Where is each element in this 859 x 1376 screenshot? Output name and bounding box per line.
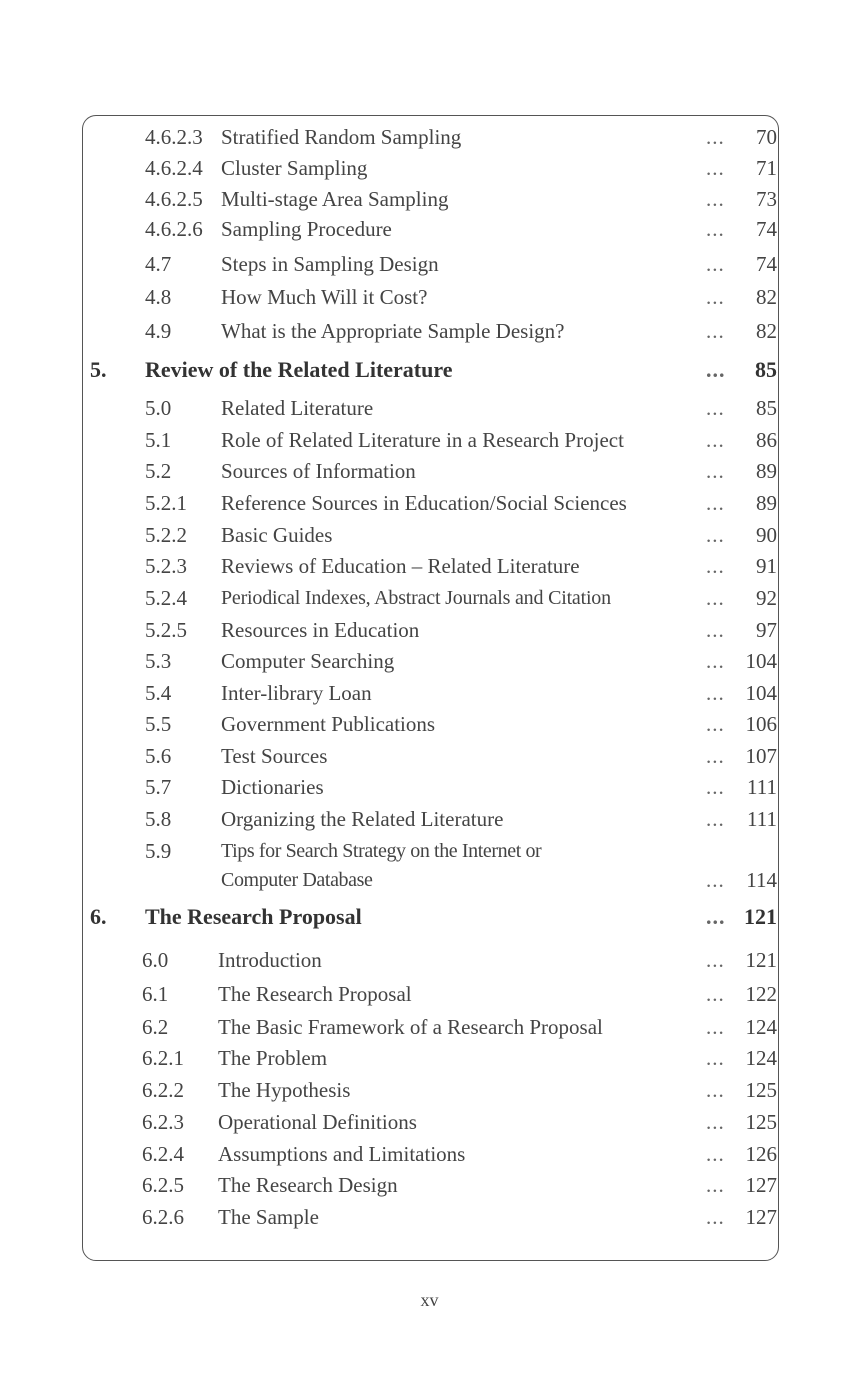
leader-dots: ... [706,396,725,420]
entry-title: Basic Guides [221,523,333,547]
entry-number: 5.8 [145,807,172,831]
entry-title: The Basic Framework of a Research Proposal [218,1015,603,1039]
entry-number: 5.4 [145,681,172,705]
chapter-number: 6. [90,904,107,929]
leader-dots: ... [706,156,725,180]
entry-page: 97 [756,618,777,642]
entry-page: 124 [745,1015,777,1039]
entry-page: 89 [756,491,777,515]
entry-number: 4.7 [145,252,172,276]
leader-dots: ... [706,217,725,241]
entry-title: Periodical Indexes, Abstract Journals and Citation [221,587,611,609]
entry-page: 82 [756,319,777,343]
entry-title: Multi-stage Area Sampling [221,187,449,211]
entry-number: 5.2.3 [145,554,187,578]
entry-page: 104 [745,681,777,705]
entry-page: 107 [745,744,777,768]
entry-number: 4.6.2.6 [145,217,203,241]
entry-page: 125 [745,1110,777,1134]
entry-title: The Problem [218,1046,328,1070]
entry-page: 124 [745,1046,777,1070]
entry-title: Assumptions and Limitations [218,1142,466,1166]
entry-number: 4.8 [145,285,172,309]
entry-title: Sampling Procedure [221,217,392,241]
entry-page: 91 [756,554,777,578]
entry-page: 126 [745,1142,777,1166]
toc-frame [82,115,779,1261]
leader-dots: ... [706,554,725,578]
leader-dots: ... [706,948,725,972]
entry-title: Tips for Search Strategy on the Internet or [221,840,542,862]
leader-dots: ... [706,125,725,149]
leader-dots: ... [706,187,725,211]
leader-dots: ... [706,319,725,343]
entry-page: 122 [745,982,777,1006]
leader-dots: ... [706,807,725,831]
chapter-title: Review of the Related Literature [145,357,453,382]
entry-page: 74 [756,217,777,241]
leader-dots: ... [706,1142,725,1166]
entry-page: 127 [745,1205,777,1229]
entry-number: 5.5 [145,712,172,736]
leader-dots: ... [706,649,725,673]
entry-title: Organizing the Related Literature [221,807,504,831]
entry-title: Computer Searching [221,649,395,673]
leader-dots: ... [706,904,726,929]
entry-title: Related Literature [221,396,374,420]
entry-page: 106 [745,712,777,736]
leader-dots: ... [706,1015,725,1039]
entry-number: 5.9 [145,839,172,863]
chapter-number: 5. [90,357,107,382]
entry-title: Steps in Sampling Design [221,252,439,276]
leader-dots: ... [706,744,725,768]
chapter-page: 85 [755,357,777,382]
entry-page: 86 [756,428,777,452]
leader-dots: ... [706,523,725,547]
entry-number: 5.1 [145,428,172,452]
chapter-title: The Research Proposal [145,904,362,929]
leader-dots: ... [706,1078,725,1102]
entry-number: 5.2 [145,459,172,483]
entry-title: Inter-library Loan [221,681,372,705]
entry-number: 6.2.3 [142,1110,184,1134]
entry-number: 6.0 [142,948,169,972]
entry-number: 6.2.2 [142,1078,184,1102]
entry-title: What is the Appropriate Sample Design? [221,319,565,343]
leader-dots: ... [706,428,725,452]
entry-number: 5.2.4 [145,586,187,610]
entry-number: 4.9 [145,319,172,343]
entry-number: 6.2.4 [142,1142,184,1166]
entry-title: The Research Proposal [218,982,412,1006]
leader-dots: ... [706,1173,725,1197]
entry-page: 114 [746,868,777,892]
entry-page: 92 [756,586,777,610]
entry-title: Dictionaries [221,775,324,799]
entry-title: Stratified Random Sampling [221,125,462,149]
entry-page: 85 [756,396,777,420]
entry-title: Operational Definitions [218,1110,417,1134]
leader-dots: ... [706,586,725,610]
leader-dots: ... [706,459,725,483]
entry-title: Resources in Education [221,618,420,642]
entry-title: Reference Sources in Education/Social Sciences [221,491,627,515]
entry-number: 6.2.5 [142,1173,184,1197]
entry-page: 90 [756,523,777,547]
leader-dots: ... [706,1110,725,1134]
entry-number: 5.7 [145,775,172,799]
entry-number: 5.2.5 [145,618,187,642]
entry-page: 71 [756,156,777,180]
entry-title: Role of Related Literature in a Research Project [221,428,624,452]
entry-number: 4.6.2.4 [145,156,203,180]
entry-page: 104 [745,649,777,673]
entry-number: 4.6.2.3 [145,125,203,149]
entry-number: 6.2.6 [142,1205,184,1229]
entry-title: Introduction [218,948,322,972]
entry-number: 5.2.1 [145,491,187,515]
entry-number: 6.1 [142,982,169,1006]
entry-number: 5.2.2 [145,523,187,547]
entry-page: 111 [747,807,777,831]
leader-dots: ... [706,252,725,276]
entry-page: 73 [756,187,777,211]
leader-dots: ... [706,1046,725,1070]
leader-dots: ... [706,681,725,705]
entry-page: 111 [747,775,777,799]
entry-title: Sources of Information [221,459,416,483]
entry-title: The Sample [218,1205,319,1229]
entry-title: Government Publications [221,712,436,736]
entry-page: 125 [745,1078,777,1102]
entry-page: 89 [756,459,777,483]
entry-number: 5.3 [145,649,172,673]
entry-title: Cluster Sampling [221,156,368,180]
entry-page: 127 [745,1173,777,1197]
entry-title: The Hypothesis [218,1078,351,1102]
leader-dots: ... [706,1205,725,1229]
entry-page: 70 [756,125,777,149]
entry-title: Computer Database [221,869,373,891]
leader-dots: ... [706,285,725,309]
entry-page: 74 [756,252,777,276]
entry-number: 5.0 [145,396,172,420]
leader-dots: ... [706,712,725,736]
leader-dots: ... [706,775,725,799]
leader-dots: ... [706,868,725,892]
entry-title: How Much Will it Cost? [221,285,428,309]
chapter-page: 121 [744,904,777,929]
entry-title: Reviews of Education – Related Literature [221,554,580,578]
entry-title: The Research Design [218,1173,398,1197]
leader-dots: ... [706,618,725,642]
entry-page: 82 [756,285,777,309]
leader-dots: ... [706,357,726,382]
page-number-footer: xv [420,1290,439,1310]
entry-number: 4.6.2.5 [145,187,203,211]
entry-number: 6.2 [142,1015,169,1039]
leader-dots: ... [706,982,725,1006]
entry-title: Test Sources [221,744,328,768]
entry-number: 5.6 [145,744,172,768]
leader-dots: ... [706,491,725,515]
entry-page: 121 [745,948,777,972]
entry-number: 6.2.1 [142,1046,184,1070]
